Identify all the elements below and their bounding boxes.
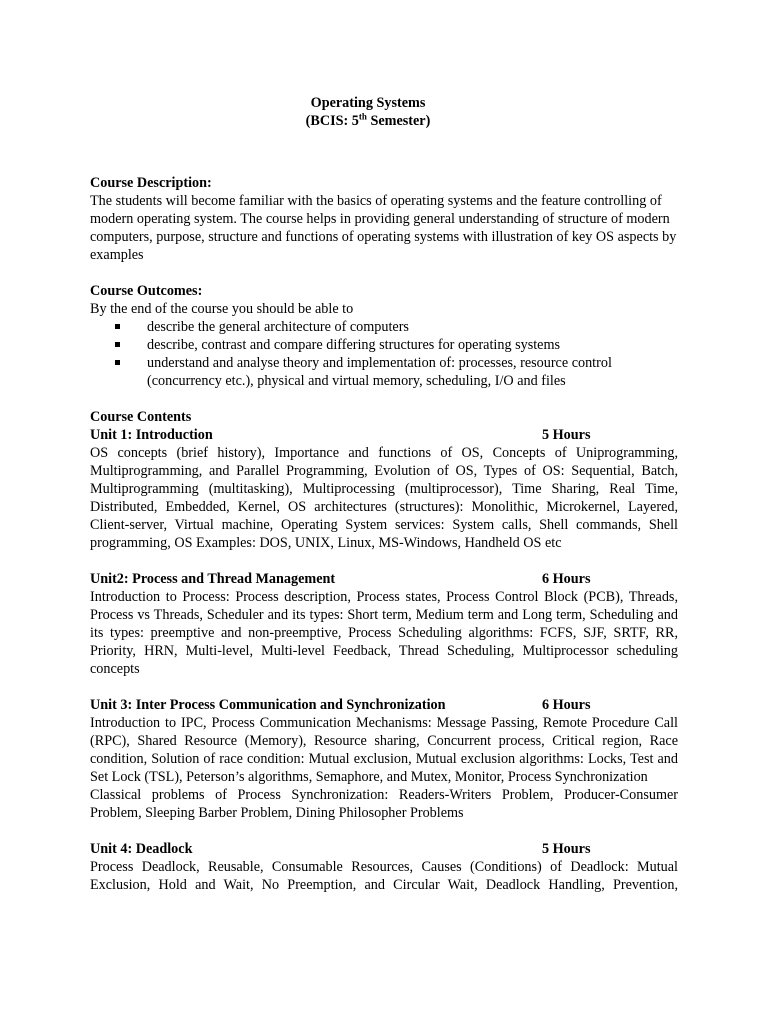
unit-2 bbox=[90, 570, 678, 678]
course-description-heading: Course Description: bbox=[90, 175, 212, 191]
unit-4 bbox=[90, 840, 678, 894]
list-item bbox=[90, 354, 678, 390]
outcome-text: describe, contrast and compare differing structures for operating systems bbox=[147, 337, 561, 353]
bullet-icon bbox=[115, 360, 120, 365]
unit-2-heading bbox=[90, 570, 678, 588]
unit-1-heading bbox=[90, 426, 678, 444]
title-line-2-post: Semester) bbox=[366, 113, 431, 129]
course-description-text: The students will become familiar with the basics of operating systems and the feature controlling of modern operating system. The course helps in providing general understanding of structure of modern computers, purpose, structure and functions of operating systems with illustration of key OS aspects by examples bbox=[90, 193, 677, 263]
unit-2-paragraph: Introduction to Process: Process description, Process states, Process Control Block (PCB), Threads, Process vs Threads, Scheduler and its types: Short term, Medium term and Long term, Scheduling and its types: preemptive and non-preemptive, Process Scheduling algorithms: FCFS, SJF, SRTF, RR, Priority, HRN, Multi-level, Multi-level Feedback, Thread Scheduling, Multiprocessor scheduling concepts bbox=[90, 589, 678, 677]
outcome-text: describe the general architecture of computers bbox=[147, 319, 409, 335]
unit-1 bbox=[90, 426, 678, 552]
unit-hours: 6 Hours bbox=[542, 571, 591, 587]
unit-hours: 6 Hours bbox=[542, 697, 591, 713]
title-line-2-sup: th bbox=[358, 111, 367, 122]
document-content bbox=[90, 94, 678, 894]
unit-3-heading bbox=[90, 696, 678, 714]
list-item bbox=[90, 336, 678, 354]
list-item bbox=[90, 318, 678, 336]
course-outcomes-list bbox=[90, 318, 678, 390]
title-line-2-pre: (BCIS: 5 bbox=[305, 113, 359, 129]
title-line-1: Operating Systems bbox=[310, 95, 426, 111]
bullet-icon bbox=[115, 324, 120, 329]
course-contents-heading: Course Contents bbox=[90, 409, 192, 425]
unit-hours: 5 Hours bbox=[542, 427, 591, 443]
unit-3 bbox=[90, 696, 678, 822]
bullet-icon bbox=[115, 342, 120, 347]
title-line-2 bbox=[74, 112, 662, 130]
unit-4-heading bbox=[90, 840, 678, 858]
unit-title: Unit2: Process and Thread Management bbox=[90, 571, 336, 587]
unit-title: Unit 3: Inter Process Communication and Synchronization bbox=[90, 697, 446, 713]
unit-hours: 5 Hours bbox=[542, 841, 591, 857]
unit-4-paragraph: Process Deadlock, Reusable, Consumable Resources, Causes (Conditions) of Deadlock: Mutual Exclusion, Hold and Wait, No Preemption, and Circular Wait, Deadlock Handling, Prevention, bbox=[90, 859, 678, 893]
course-outcomes-intro: By the end of the course you should be able to bbox=[90, 301, 354, 317]
unit-title: Unit 1: Introduction bbox=[90, 427, 213, 443]
document-title bbox=[74, 94, 662, 130]
unit-3-paragraph-2: Classical problems of Process Synchronization: Readers-Writers Problem, Producer-Consumer Problem, Sleeping Barber Problem, Dining Philosopher Problems bbox=[90, 787, 678, 821]
outcome-text: understand and analyse theory and implementation of: processes, resource control (concurrency etc.), physical and virtual memory, scheduling, I/O and files bbox=[147, 355, 612, 389]
unit-title: Unit 4: Deadlock bbox=[90, 841, 193, 857]
unit-3-paragraph-1: Introduction to IPC, Process Communication Mechanisms: Message Passing, Remote Procedure Call (RPC), Shared Resource (Memory), Resource sharing, Concurrent process, Critical region, Race condition, Solution of race condition: Mutual exclusion, Mutual exclusion algorithms: Locks, Test and Set Lock (TSL), Peterson’s algorithms, Semaphore, and Mutex, Monitor, Process Synchronization bbox=[90, 715, 678, 785]
unit-1-paragraph: OS concepts (brief history), Importance and functions of OS, Concepts of Uniprogramming, Multiprogramming, and Parallel Programming, Evolution of OS, Types of OS: Sequential, Batch, Multiprogramming (multitasking), Multiprocessing (multiprocessor), Time Sharing, Real Time, Distributed, Embedded, Kernel, OS architectures (structures): Monolithic, Microkernel, Layered, Client-server, Virtual machine, Operating System services: System calls, Shell commands, Shell programming, OS Examples: DOS, UNIX, Linux, MS-Windows, Handheld OS etc bbox=[90, 445, 678, 551]
course-outcomes-heading: Course Outcomes: bbox=[90, 283, 203, 299]
